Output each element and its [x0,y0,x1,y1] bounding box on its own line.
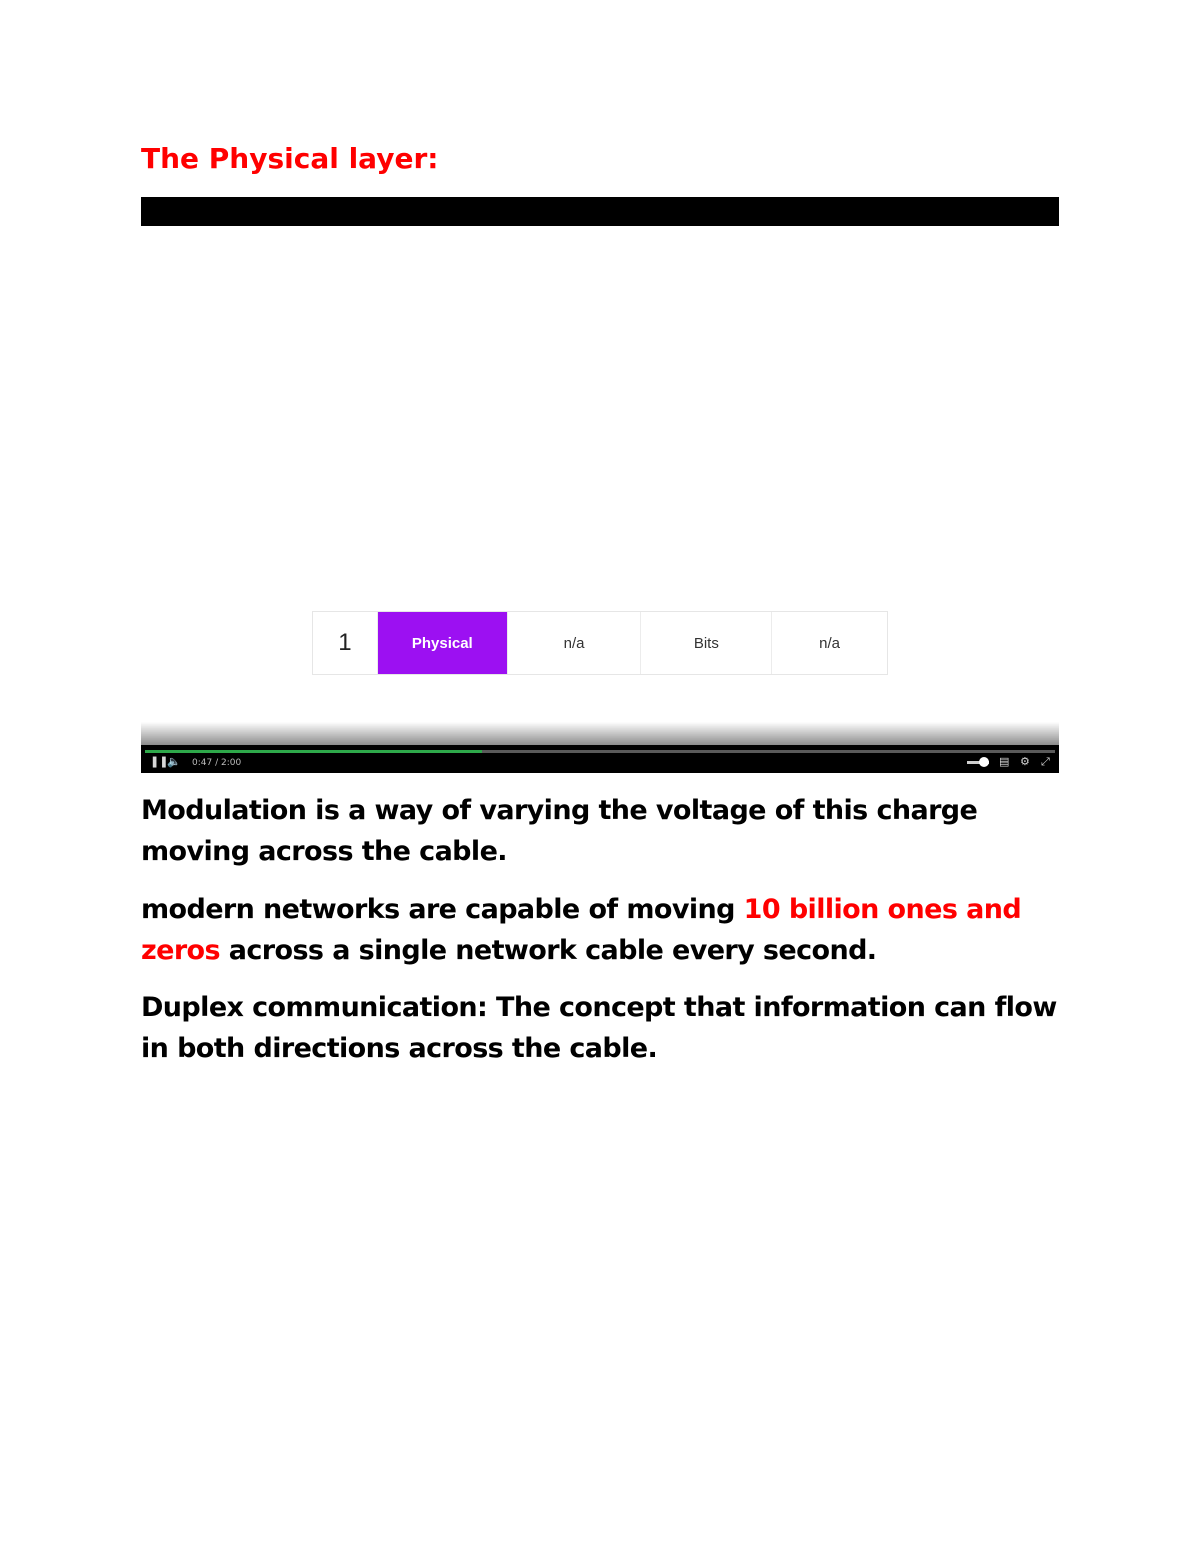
data-unit-cell: Bits [641,612,772,674]
networks-paragraph [141,889,1071,971]
volume-slider-knob[interactable] [979,757,989,767]
progress-bar[interactable] [145,750,1055,753]
progress-fill [145,750,482,753]
layer-name-cell: Physical [378,612,508,674]
protocol-cell: n/a [508,612,642,674]
networks-text-end: across a single network cable every second. [219,935,877,966]
osi-layer-row [312,611,888,675]
networks-text-start: modern networks are capable of moving [141,894,744,925]
time-display: 0:47 / 2:00 [192,758,242,768]
networks-highlight: 10 billion ones and zeros [141,894,1022,966]
video-top-bar [141,197,1059,226]
modulation-paragraph: Modulation is a way of varying the voltage of this charge moving across the cable. [141,795,978,867]
page-heading: The Physical layer: [141,142,439,175]
settings-gear-icon[interactable]: ⚙ [1020,755,1030,768]
captions-icon[interactable]: ▤ [999,755,1010,768]
player-controls [141,745,1059,773]
layer-number-cell: 1 [313,612,378,674]
video-player[interactable] [141,197,1059,773]
volume-icon[interactable]: 🔈 [167,755,181,768]
pause-icon[interactable]: ❚❚ [150,755,169,768]
addressing-cell: n/a [819,634,841,652]
fullscreen-icon[interactable]: ⤢ [1041,755,1050,768]
duplex-paragraph: Duplex communication: The concept that information can flow in both directions across the cable. [141,992,1057,1064]
